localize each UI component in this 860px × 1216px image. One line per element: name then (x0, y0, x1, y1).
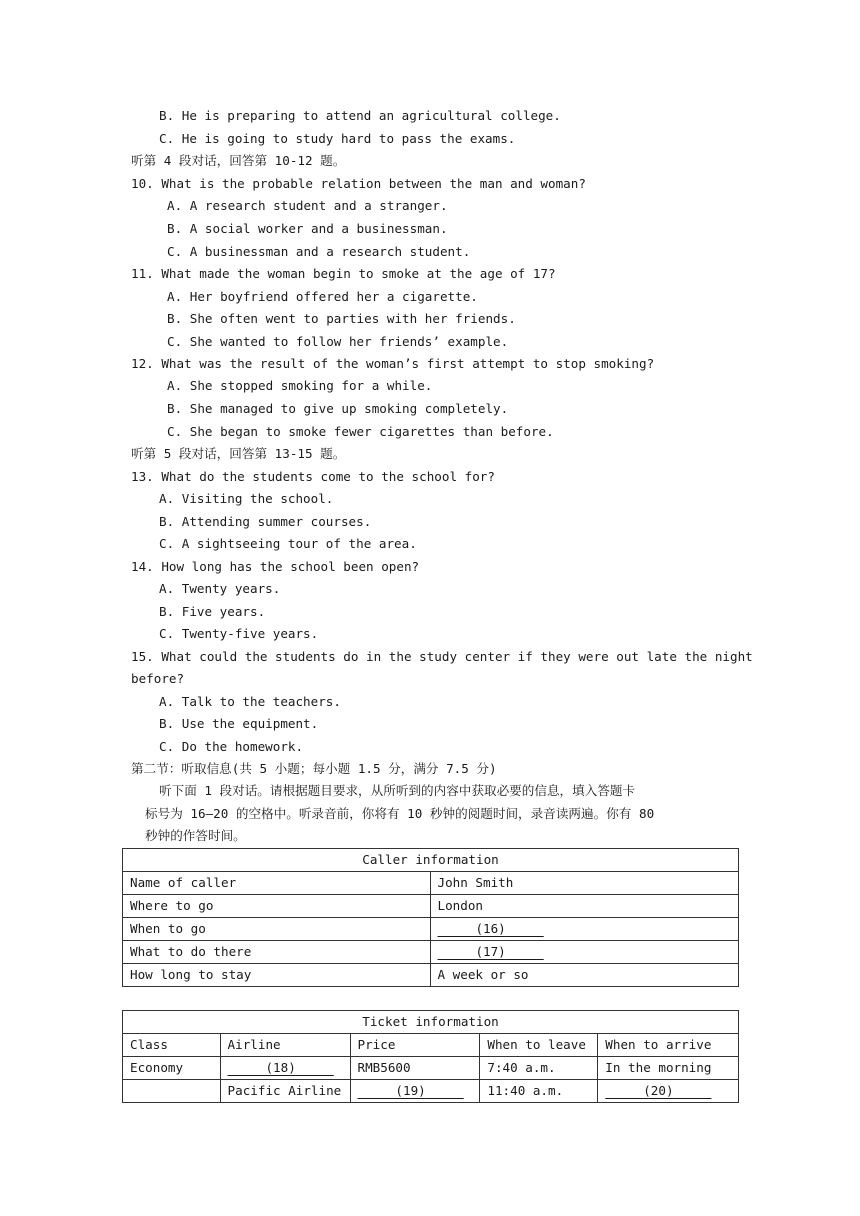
answer-blank[interactable]: (17) (475, 944, 506, 959)
row-value: London (430, 895, 738, 918)
row-label: Where to go (123, 895, 431, 918)
answer-blank[interactable]: (18) (265, 1060, 296, 1075)
answer-blank[interactable]: (16) (475, 921, 506, 936)
text-line: A. Twenty years. (159, 581, 281, 596)
column-header-class: Class (123, 1034, 221, 1057)
text-line: before? (131, 671, 185, 686)
text-line: A. Talk to the teachers. (159, 694, 341, 709)
text-line: B. She often went to parties with her friends. (167, 311, 516, 326)
cell-airline: Pacific Airline (220, 1080, 350, 1103)
text-line: C. He is going to study hard to pass the exams. (159, 131, 516, 146)
text-line: C. Twenty-five years. (159, 626, 319, 641)
column-header-price: Price (350, 1034, 480, 1057)
row-label: What to do there (123, 941, 431, 964)
column-header-leave: When to leave (480, 1034, 598, 1057)
cell-leave: 11:40 a.m. (480, 1080, 598, 1103)
text-line: C. A businessman and a research student. (167, 244, 471, 259)
text-line: C. Do the homework. (159, 739, 304, 754)
text-line: 听第 5 段对话，回答第 13-15 题。 (131, 446, 346, 461)
cell-price: RMB5600 (350, 1057, 480, 1080)
row-value: A week or so (430, 964, 738, 987)
text-line: B. She managed to give up smoking completely. (167, 401, 509, 416)
cell-arrive (598, 1080, 739, 1103)
text-line: 听第 4 段对话，回答第 10-12 题。 (131, 153, 346, 168)
cell-class (123, 1080, 221, 1103)
answer-blank[interactable]: (20) (643, 1083, 674, 1098)
text-line: 秒钟的作答时间。 (145, 828, 246, 843)
text-line: 听下面 1 段对话。请根据题目要求，从所听到的内容中获取必要的信息，填入答题卡 (159, 783, 636, 798)
column-header-arrive: When to arrive (598, 1034, 739, 1057)
text-line: B. Attending summer courses. (159, 514, 372, 529)
text-line: B. Five years. (159, 604, 266, 619)
table-row (123, 1080, 739, 1103)
ticket-information-table (122, 1010, 739, 1103)
text-line: A. Visiting the school. (159, 491, 334, 506)
table-row (123, 895, 739, 918)
table-row (123, 964, 739, 987)
table-row (123, 872, 739, 895)
text-line: B. Use the equipment. (159, 716, 319, 731)
cell-airline (220, 1057, 350, 1080)
text-line: A. She stopped smoking for a while. (167, 378, 433, 393)
cell-leave: 7:40 a.m. (480, 1057, 598, 1080)
cell-arrive: In the morning (598, 1057, 739, 1080)
text-line: 12. What was the result of the woman’s first attempt to stop smoking? (131, 356, 655, 371)
row-label: How long to stay (123, 964, 431, 987)
text-line: C. She began to smoke fewer cigarettes than before. (167, 424, 554, 439)
text-line: C. A sightseeing tour of the area. (159, 536, 417, 551)
row-label: Name of caller (123, 872, 431, 895)
table-row (123, 918, 739, 941)
caller-table-title: Caller information (123, 849, 739, 872)
answer-blank[interactable]: (19) (395, 1083, 426, 1098)
text-line: B. A social worker and a businessman. (167, 221, 448, 236)
ticket-table-title: Ticket information (123, 1011, 739, 1034)
row-value (430, 918, 738, 941)
text-line: A. A research student and a stranger. (167, 198, 448, 213)
text-line: 15. What could the students do in the study center if they were out late the night (131, 649, 753, 664)
text-line: 标号为 16—20 的空格中。听录音前，你将有 10 秒钟的阅题时间，录音读两遍。你有 80 (145, 806, 655, 821)
text-line: C. She wanted to follow her friends’ example. (167, 334, 509, 349)
cell-price (350, 1080, 480, 1103)
table-row (123, 941, 739, 964)
text-line: 13. What do the students come to the school for? (131, 469, 495, 484)
text-line: 11. What made the woman begin to smoke at the age of 17? (131, 266, 556, 281)
row-value (430, 941, 738, 964)
caller-information-table (122, 848, 739, 987)
text-line: 第二节：听取信息(共 5 小题；每小题 1.5 分，满分 7.5 分) (131, 761, 497, 776)
column-header-airline: Airline (220, 1034, 350, 1057)
row-label: When to go (123, 918, 431, 941)
text-line: 14. How long has the school been open? (131, 559, 420, 574)
text-line: A. Her boyfriend offered her a cigarette. (167, 289, 478, 304)
ticket-column-headers (123, 1034, 739, 1057)
cell-class: Economy (123, 1057, 221, 1080)
text-line: 10. What is the probable relation between the man and woman? (131, 176, 586, 191)
ticket-table-header-row (123, 1011, 739, 1034)
row-value: John Smith (430, 872, 738, 895)
caller-table-header-row (123, 849, 739, 872)
text-line: B. He is preparing to attend an agricultural college. (159, 108, 561, 123)
table-row (123, 1057, 739, 1080)
